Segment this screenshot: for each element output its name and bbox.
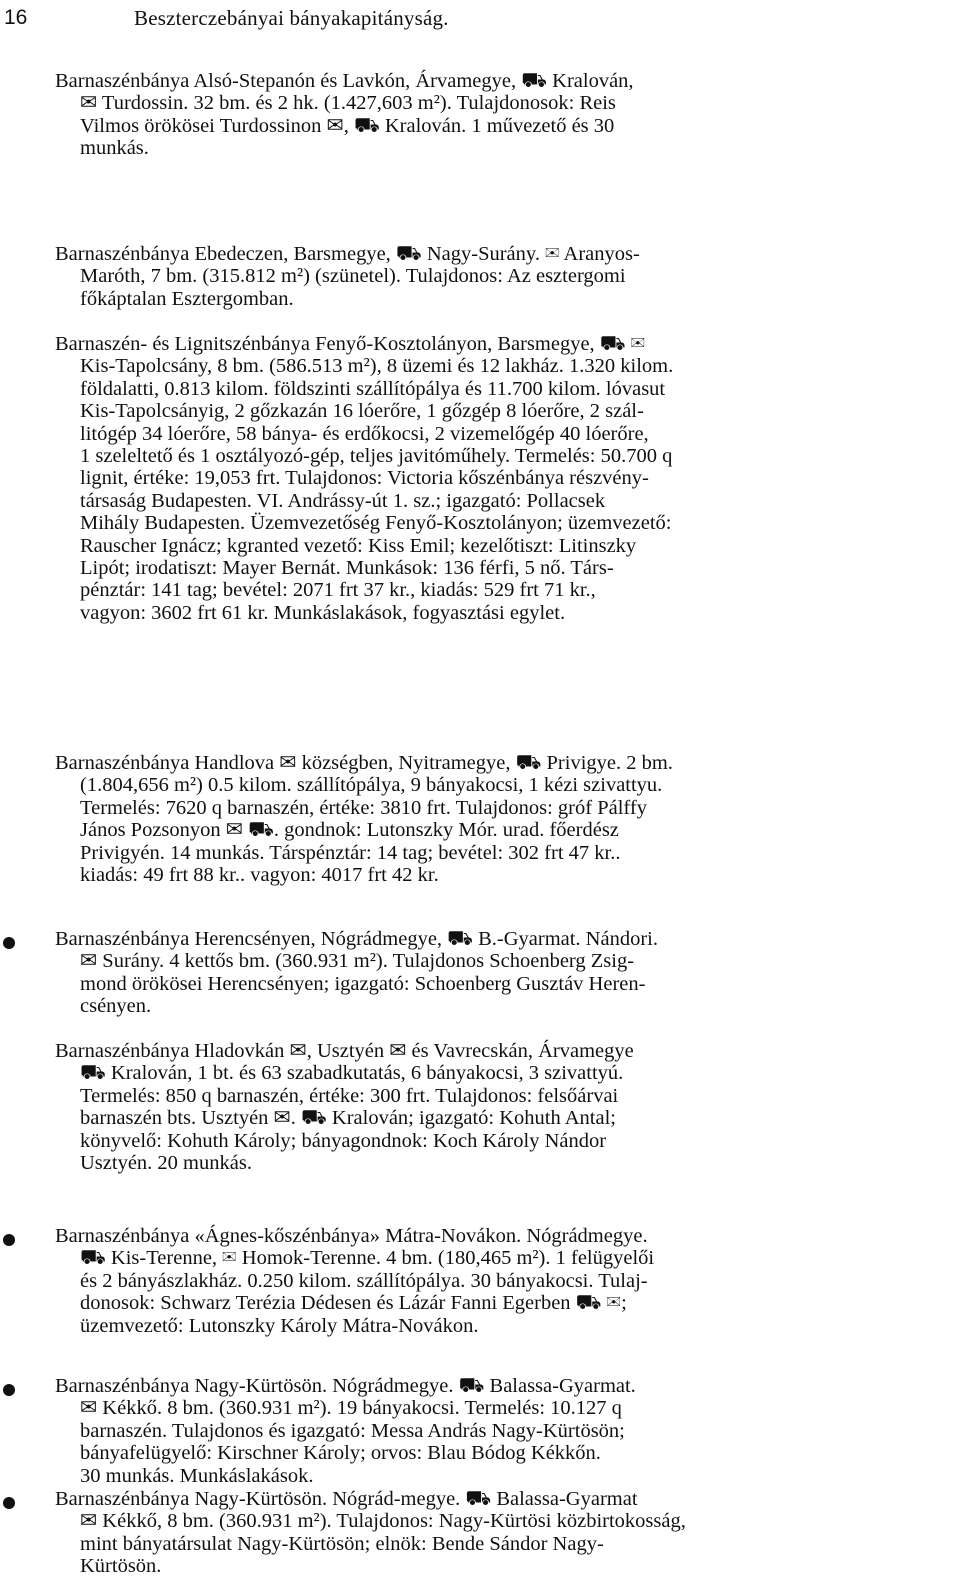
entry-line: Barnaszénbánya Nagy-Kürtösön. Nógrád-megye. ⛟ Balassa-Gyarmat [55, 1488, 638, 1510]
entry-line: Kürtösön. [80, 1555, 162, 1578]
entry-line: ✉ Kékkő, 8 bm. (360.931 m²). Tulajdonos: Nagy-Kürtösi közbirtokosság, [80, 1510, 686, 1533]
entry-line: üzemvezető: Lutonszky Károly Mátra-Novákon. [80, 1314, 479, 1337]
entry-line: Kis-Tapolcsány, 8 bm. (586.513 m²), 8 üzemi és 12 lakház. 1.320 kilom. [80, 355, 674, 378]
page-header [4, 6, 954, 34]
entry-line: bányafelügyelő: Kirschner Károly; orvos: Blau Bódog Kékkőn. [80, 1442, 601, 1465]
entry-line: Barnaszénbánya Alsó-Stepanón és Lavkón, Árvamegye, ⛟ Kralován, [55, 70, 634, 92]
entry-line: Privigyén. 14 munkás. Társpénztár: 14 tag; bevétel: 302 frt 47 kr.. [80, 841, 621, 864]
entry-line: Barnaszénbánya Herencsényen, Nógrádmegye, ⛟ B.-Gyarmat. Nándori. [55, 928, 658, 950]
entry-line: főkáptalan Esztergomban. [80, 287, 294, 310]
page-number: 16 [4, 6, 28, 29]
entry-line: barnaszén bts. Usztyén ✉. ⛟ Kralován; igazgató: Kohuth Antal; [80, 1107, 616, 1130]
entry-line: ⛟ Kis-Terenne, ✉ Homok-Terenne. 4 bm. (180,465 m²). 1 felügyelői [80, 1247, 655, 1270]
entry [55, 752, 950, 886]
entry-line: Kis-Tapolcsányig, 2 gőzkazán 16 lóerőre, 1 gőzgép 8 lóerőre, 2 szál- [80, 400, 644, 423]
entry-line: földalatti, 0.813 kilom. földszinti szállítópálya és 11.700 kilom. lóvasut [80, 377, 666, 400]
entry-line: Maróth, 7 bm. (315.812 m²) (szünetel). Tulajdonos: Az esztergomi [80, 265, 626, 288]
entry-line: ✉ Turdossin. 32 bm. és 2 hk. (1.427,603 m²). Tulajdonosok: Reis [80, 92, 616, 115]
entry-line: könyvelő: Kohuth Károly; bányagondnok: Koch Károly Nándor [80, 1129, 607, 1152]
entry-line: vagyon: 3602 frt 61 kr. Munkáslakások, fogyasztási egylet. [80, 601, 566, 624]
entry-line: mond örökösei Herencsényen; igazgató: Schoenberg Gusztáv Heren- [80, 972, 646, 995]
entry-line: Barnaszénbánya Nagy-Kürtösön. Nógrádmegye. ⛟ Balassa-Gyarmat. [55, 1375, 636, 1397]
entry [55, 243, 950, 310]
entry [55, 70, 950, 160]
entry-line: János Pozsonyon ✉ ⛟. gondnok: Lutonszky Mór. urad. főerdész [80, 819, 619, 842]
entry [55, 1040, 950, 1174]
entry-line: Barnaszénbánya Hladovkán ✉, Usztyén ✉ és Vavrecskán, Árvamegye [55, 1040, 634, 1062]
entry-line: társaság Budapesten. VI. Andrássy-út 1. sz.; igazgató: Pollacsek [80, 489, 606, 512]
entry-line: mint bányatársulat Nagy-Kürtösön; elnök: Bende Sándor Nagy- [80, 1532, 604, 1555]
entry-line: Rauscher Ignácz; kgranted vezető: Kiss Emil; kezelőtiszt: Litinszky [80, 534, 637, 557]
entry-line: ⛟ Kralován, 1 bt. és 63 szabadkutatás, 6 bányakocsi, 3 szivattyú. [80, 1062, 624, 1085]
entry-line: csényen. [80, 995, 152, 1018]
bullet-marker [3, 1234, 15, 1246]
entry-line: Barnaszénbánya «Ágnes-kőszénbánya» Mátra-Novákon. Nógrádmegye. [55, 1225, 648, 1247]
entry-line: litógép 34 lóerőre, 58 bánya- és erdőkocsi, 2 vizemelőgép 40 lóerőre, [80, 422, 649, 445]
entry-line: barnaszén. Tulajdonos és igazgató: Messa András Nagy-Kürtösön; [80, 1419, 625, 1442]
entry-line: (1.804,656 m²) 0.5 kilom. szállítópálya, 9 bányakocsi, 1 kézi szivattyu. [80, 774, 663, 797]
entry-line: donosok: Schwarz Terézia Dédesen és Lázár Fanni Egerben ⛟ ✉; [80, 1292, 627, 1315]
entry [55, 1488, 950, 1578]
entry-line: Termelés: 7620 q barnaszén, értéke: 3810 frt. Tulajdonos: gróf Pálffy [80, 796, 647, 819]
entry-line: Usztyén. 20 munkás. [80, 1152, 252, 1175]
entry-line: lignit, értéke: 19,053 frt. Tulajdonos: Victoria kőszénbánya részvény- [80, 467, 649, 490]
entry [55, 928, 950, 1018]
bullet-marker [3, 1497, 15, 1509]
entry-line: Barnaszén- és Lignitszénbánya Fenyő-Kosztolányon, Barsmegye, ⛟ ✉ [55, 333, 646, 355]
entry-line: munkás. [80, 137, 149, 160]
entry-line: Barnaszénbánya Ebedeczen, Barsmegye, ⛟ Nagy-Surány. ✉ Aranyos- [55, 243, 640, 265]
entry-line: Vilmos örökösei Turdossinon ✉, ⛟ Kralován. 1 művezető és 30 [80, 114, 615, 137]
entry-line: 30 munkás. Munkáslakások. [80, 1464, 314, 1487]
entry-line: Barnaszénbánya Handlova ✉ községben, Nyitramegye, ⛟ Privigye. 2 bm. [55, 752, 673, 774]
entry [55, 1225, 950, 1337]
entry [55, 1375, 950, 1487]
entry-line: kiadás: 49 frt 88 kr.. vagyon: 4017 frt 42 kr. [80, 864, 439, 887]
entry-line: Termelés: 850 q barnaszén, értéke: 300 frt. Tulajdonos: felsőárvai [80, 1084, 619, 1107]
entry-line: Lipót; irodatiszt: Mayer Bernát. Munkások: 136 férfi, 5 nő. Társ- [80, 557, 614, 580]
bullet-marker [3, 1384, 15, 1396]
entry-line: és 2 bányászlakház. 0.250 kilom. szállítópálya. 30 bányakocsi. Tulaj- [80, 1269, 648, 1292]
entry-line: 1 szeleltető és 1 osztályozó-gép, teljes javitóműhely. Termelés: 50.700 q [80, 445, 673, 468]
entry-line: Mihály Budapesten. Üzemvezetőség Fenyő-Kosztolányon; üzemvezető: [80, 512, 672, 535]
entry-line: pénztár: 141 tag; bevétel: 2071 frt 37 kr., kiadás: 529 frt 71 kr., [80, 579, 596, 602]
entry-line: ✉ Surány. 4 kettős bm. (360.931 m²). Tulajdonos Schoenberg Zsig- [80, 950, 635, 973]
entry-line: ✉ Kékkő. 8 bm. (360.931 m²). 19 bányakocsi. Termelés: 10.127 q [80, 1397, 622, 1420]
entry [55, 333, 950, 624]
running-title: Beszterczebányai bányakapitányság. [134, 6, 449, 30]
bullet-marker [3, 937, 15, 949]
